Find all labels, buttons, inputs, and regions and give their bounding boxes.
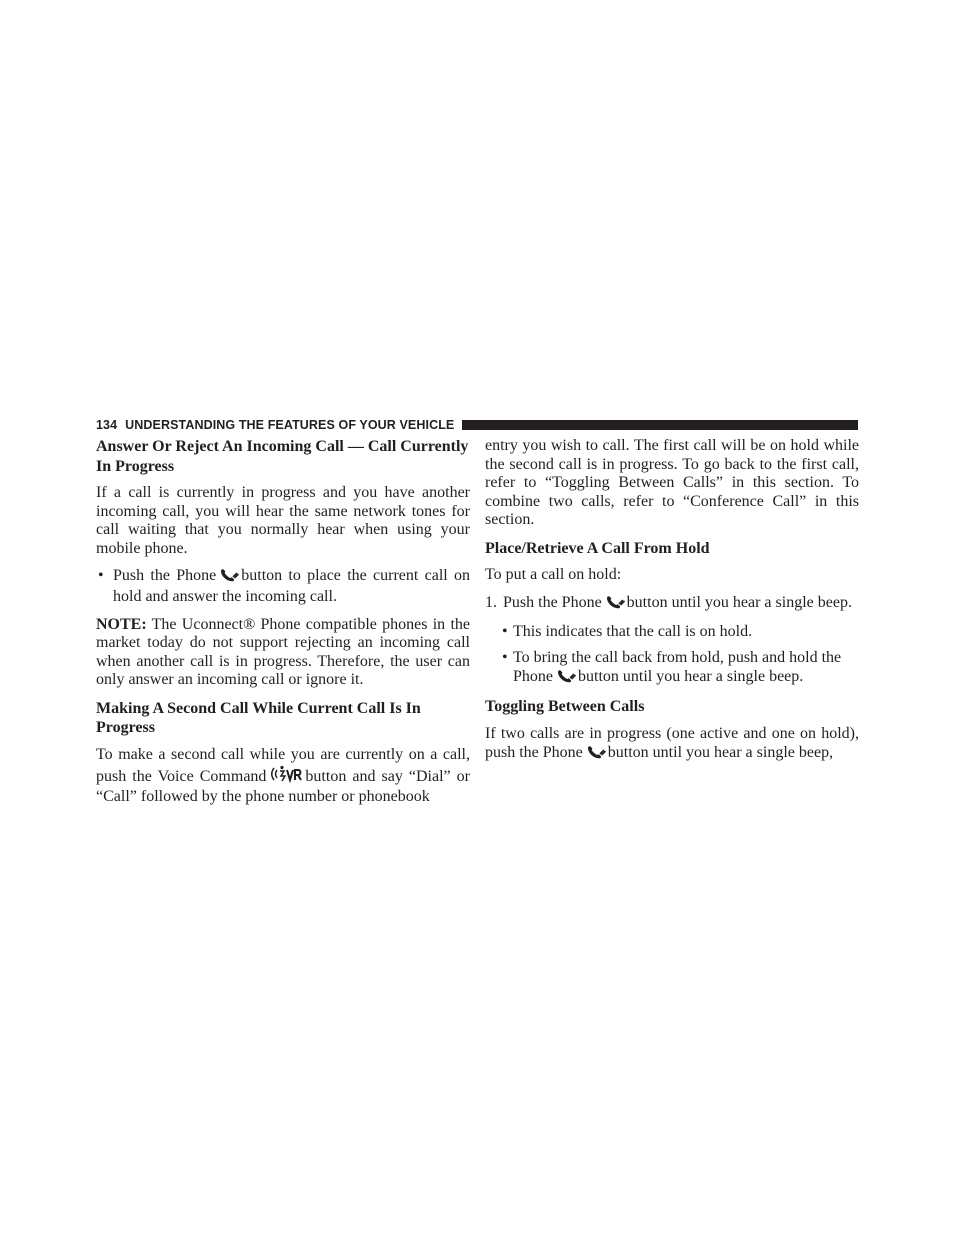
page-number: 134 (96, 418, 118, 432)
phone-icon (556, 669, 576, 689)
sub-bullet-bring-back: • To bring the call back from hold, push and hold the Phone button until you hear a single beep. (485, 649, 859, 688)
bullet-push-phone: • Push the Phone button to place the current call on hold and answer the incoming call. (98, 567, 471, 605)
phone-icon (586, 745, 606, 765)
paragraph-second-call: To make a second call while you are currently on a call, push the Voice Command button and say “Dial” or “Call” followed by the phone number or phonebook (96, 745, 470, 806)
running-header (96, 417, 454, 433)
header-rule (462, 420, 858, 430)
left-column (96, 437, 470, 807)
paragraph-call-waiting: If a call is currently in progress and you have another incoming call, you will hear the same network tones for call waiting that you normally hear when using your mobile phone. (96, 484, 470, 557)
heading-toggling: Toggling Between Calls (485, 698, 645, 716)
phone-icon (219, 568, 239, 588)
voice-command-icon (269, 765, 303, 789)
section-title: UNDERSTANDING THE FEATURES OF YOUR VEHICLE (125, 418, 455, 432)
heading-place-retrieve: Place/Retrieve A Call From Hold (485, 539, 710, 557)
heading-answer-reject: Answer Or Reject An Incoming Call — Call Currently In Progress (96, 438, 469, 475)
note-label: NOTE: (96, 615, 147, 633)
right-column (485, 437, 859, 764)
paragraph-toggling: If two calls are in progress (one active and one on hold), push the Phone button until you hear a single beep, (485, 725, 859, 764)
phone-icon (605, 595, 625, 615)
step-1: 1. Push the Phone button until you hear a single beep. (485, 594, 859, 615)
bullet-dot: • (502, 622, 508, 640)
sub-bullet-on-hold: • This indicates that the call is on hold. (502, 622, 753, 640)
paragraph-continued: entry you wish to call. The first call will be on hold while the second call is in progress. To go back to the first call, refer to “Toggling Between Calls” in this section. To combine two calls, refer to “Conference Call” in this section. (485, 437, 859, 529)
page-header (96, 417, 858, 433)
note-paragraph: NOTE: The Uconnect® Phone compatible phones in the market today do not support rejecting an incoming call when another call is in progress. Therefore, the user can only answer an incoming call or ignore it. (96, 615, 470, 689)
bullet-dot: • (502, 649, 508, 667)
intro-put-on-hold: To put a call on hold: (485, 566, 622, 584)
heading-second-call: Making A Second Call While Current Call Is In Progress (96, 699, 421, 737)
step-number: 1. (485, 594, 497, 612)
bullet-dot: • (98, 567, 104, 585)
